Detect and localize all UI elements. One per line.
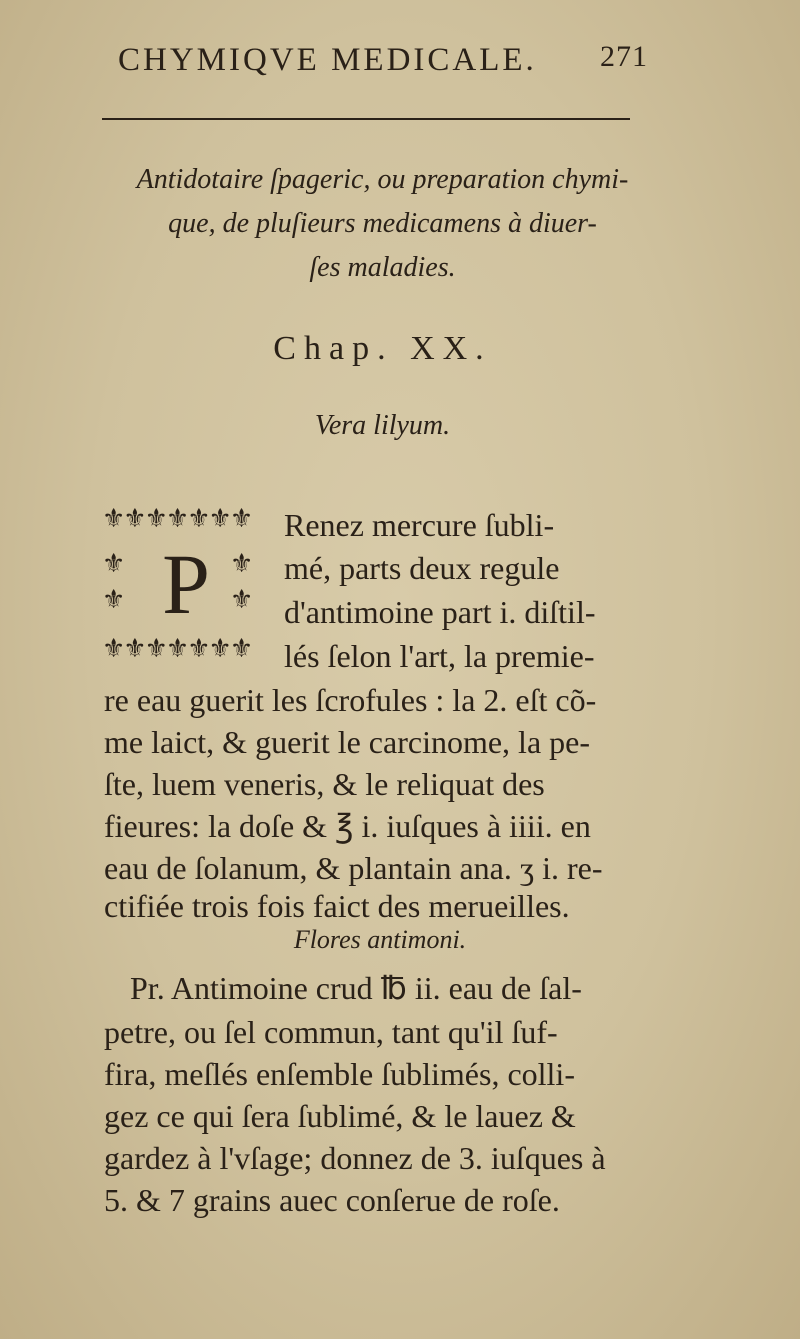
fleur-de-lis-right-icon: ⚜ ⚜ (230, 549, 254, 614)
text-line: gez ce qui ſera ſublimé, & le lauez & (104, 1098, 576, 1134)
heading-line: que, de pluſieurs medicamens à diuer- (168, 208, 597, 239)
running-title: CHYMIQVE MEDICALE. (118, 42, 537, 78)
section-heading (100, 158, 665, 290)
text-line: Pr. Antimoine crud ℔ ii. eau de ſal- (130, 970, 582, 1006)
text-line: 5. & 7 grains auec conſerue de roſe. (104, 1182, 560, 1218)
text-line: ctifiée trois fois faict des merueilles. (104, 888, 570, 924)
heading-line: Antidotaire ſpageric, ou preparation chymi- (136, 164, 629, 195)
page-number: 271 (600, 40, 648, 73)
recipe-title-vera-lilyum: Vera lilyum. (314, 410, 451, 441)
text-line: lés ſelon l'art, la premie- (284, 638, 595, 674)
text-line: eau de ſolanum, & plantain ana. ʒ i. re- (104, 850, 603, 886)
text-line: mé, parts deux regule (284, 550, 560, 586)
chapter-title: Chap. XX. (273, 330, 492, 367)
ornamental-initial (102, 500, 278, 668)
running-header (118, 36, 658, 86)
text-line: fieures: la doſe & ℥ i. iuſques à iiii. en (104, 808, 591, 844)
text-line: Renez mercure ſubli- (284, 507, 555, 543)
fleur-de-lis-left-icon: ⚜ ⚜ (102, 549, 126, 614)
text-line: ſte, luem veneris, & le reliquat des (104, 766, 545, 802)
text-line: petre, ou ſel commun, tant qu'il ſuf- (104, 1014, 558, 1050)
fleur-de-lis-band-top-icon: ⚜⚜⚜⚜⚜⚜⚜ (102, 504, 252, 533)
text-line: d'antimoine part i. diſtil- (284, 594, 596, 630)
recipe-title-flores-antimoni: Flores antimoni. (293, 925, 467, 954)
text-line: me laict, & guerit le carcinome, la pe- (104, 724, 590, 760)
heading-line: ſes maladies. (309, 252, 456, 283)
header-rule (102, 118, 630, 120)
text-line: fira, meſlés enſemble ſublimés, colli- (104, 1056, 575, 1092)
drop-cap: P (162, 536, 210, 632)
fleur-de-lis-band-bottom-icon: ⚜⚜⚜⚜⚜⚜⚜ (102, 634, 252, 663)
text-line: re eau guerit les ſcrofules : la 2. eſt cõ- (104, 682, 597, 718)
text-line: gardez à l'vſage; donnez de 3. iuſques à (104, 1140, 606, 1176)
